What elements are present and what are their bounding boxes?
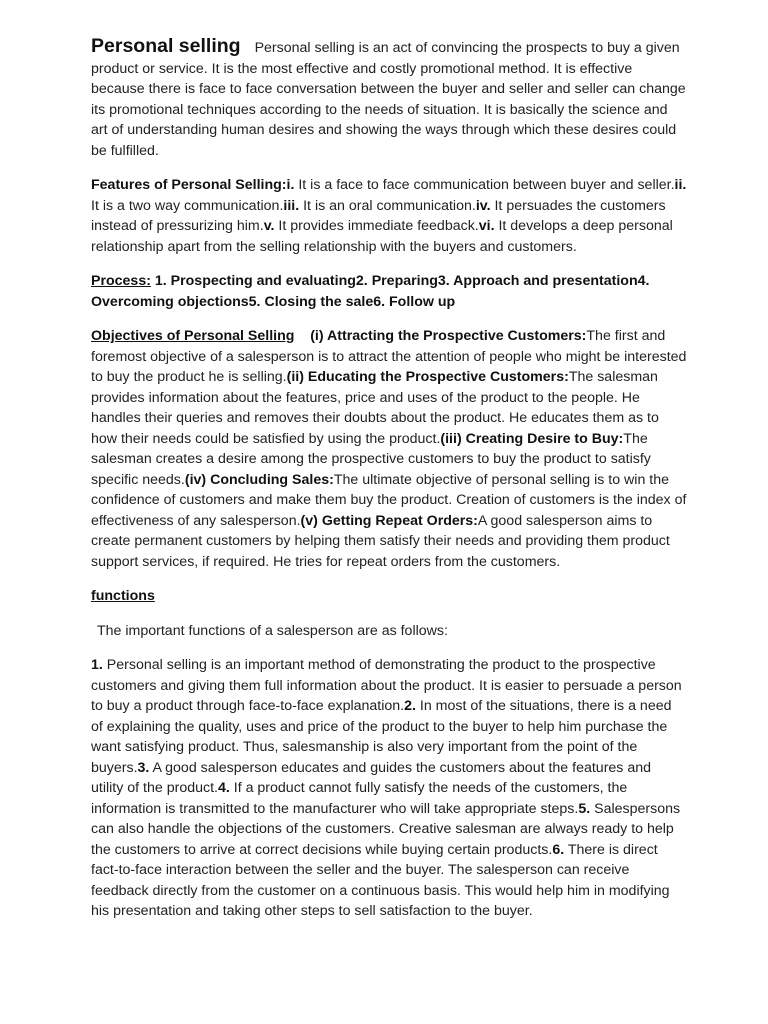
process-steps: 1. Prospecting and evaluating2. Preparing3. Approach and presentation4. Overcoming objections5. Closing the sale6. Follow up — [91, 273, 650, 310]
objective-title: (ii) Educating the Prospective Customers: — [286, 369, 569, 385]
feature-number: iv. — [475, 197, 491, 214]
function-text: A good salesperson educates and guides the customers about the features and utility of the product. — [91, 759, 652, 796]
features-paragraph — [91, 175, 687, 257]
feature-text: It is a face to face communication between buyer and seller. — [294, 177, 675, 193]
functions-intro: The important functions of a salesperson are as follows: — [97, 622, 448, 639]
process-paragraph — [91, 271, 687, 312]
function-text: In most of the situations, there is a need of explaining the quality, uses and price of the product to the buyer to help him purchase the want satisfying product. Thus, salesmanship is also very important from the point of the buyers. — [91, 698, 672, 776]
feature-number: iii. — [283, 197, 300, 214]
objectives-paragraph — [91, 326, 687, 572]
feature-text: It provides immediate feedback. — [274, 218, 479, 234]
process-label: Process: — [91, 273, 151, 289]
feature-number: vi. — [478, 218, 495, 234]
intro-paragraph — [91, 36, 687, 161]
function-number: 3. — [137, 759, 150, 776]
objective-title: (v) Getting Repeat Orders: — [300, 512, 478, 529]
functions-heading-paragraph — [91, 586, 687, 607]
function-number: 2. — [404, 698, 416, 714]
feature-text: It is a two way communication. — [91, 197, 284, 214]
function-number: 4. — [217, 780, 230, 796]
feature-text: It develops a deep personal relationship apart from the selling relationship with the buyers and customers. — [91, 218, 673, 255]
features-heading: Features of Personal Selling:i. — [91, 177, 295, 193]
objective-text: A good salesperson aims to create permanent customers by helping them satisfy their needs and providing them product support services, if required. He tries for repeat orders from the customers. — [91, 512, 670, 570]
feature-number: v. — [263, 218, 275, 234]
function-text: Personal selling is an important method of demonstrating the product to the prospective customers and giving them full information about the product. It is easier to persuade a person to buy a product through face-to-face explanation. — [91, 657, 682, 714]
function-text: There is direct fact-to-face interaction between the seller and the buyer. The salesperson can receive feedback directly from the customer on a continuous basis. This would help him in modifying his presentation and taking other steps to sell satisfaction to the buyer. — [91, 841, 670, 919]
objective-text: The first and foremost objective of a salesperson is to attract the attention of people who might be interested to buy the product he is selling. — [91, 328, 687, 385]
intro-text: Personal selling is an act of convincing the prospects to buy a given product or service. It is the most effective and costly promotional method. It is effective because there is face to face conversation between the buyer and seller and seller can change its promotional techniques according to the needs of situation. It is basically the science and art of understanding human desires and showing the ways through which these desires could be fulfilled. — [91, 40, 686, 159]
objective-title: (i) Attracting the Prospective Customers: — [310, 328, 587, 344]
objective-text: The salesman creates a desire among the prospective customers to buy the product to satisfy specific needs. — [91, 430, 651, 488]
objective-title: (iv) Concluding Sales: — [184, 471, 334, 488]
objectives-heading: Objectives of Personal Selling — [91, 328, 295, 344]
feature-text: It persuades the customers instead of pressurizing him. — [91, 197, 666, 234]
objective-text: The ultimate objective of personal selling is to win the confidence of customers and make them buy the product. Creation of customers is the index of effectiveness of any salesperson. — [91, 471, 687, 529]
document-page — [91, 36, 687, 936]
page-title: Personal selling — [91, 35, 241, 57]
feature-number: ii. — [674, 177, 687, 193]
feature-text: It is an oral communication. — [299, 197, 476, 214]
functions-paragraph — [91, 655, 687, 922]
objective-text: The salesman provides information about the features, price and uses of the product to the people. He handles their queries and removes their doubts about the product. He educates them as to how their needs could be satisfied by using the product. — [91, 369, 659, 447]
function-number: 5. — [578, 800, 591, 817]
functions-heading: functions — [91, 588, 155, 604]
objective-title: (iii) Creating Desire to Buy: — [440, 430, 624, 447]
function-number: 1. — [91, 657, 103, 673]
function-number: 6. — [552, 841, 565, 858]
function-text: If a product cannot fully satisfy the needs of the customers, the information is transmitted to the manufacturer who will take appropriate steps. — [91, 780, 628, 817]
function-text: Salespersons can also handle the objections of the customers. Creative salesman are always ready to help the customers to arrive at correct decisions while buying certain products. — [91, 800, 681, 858]
